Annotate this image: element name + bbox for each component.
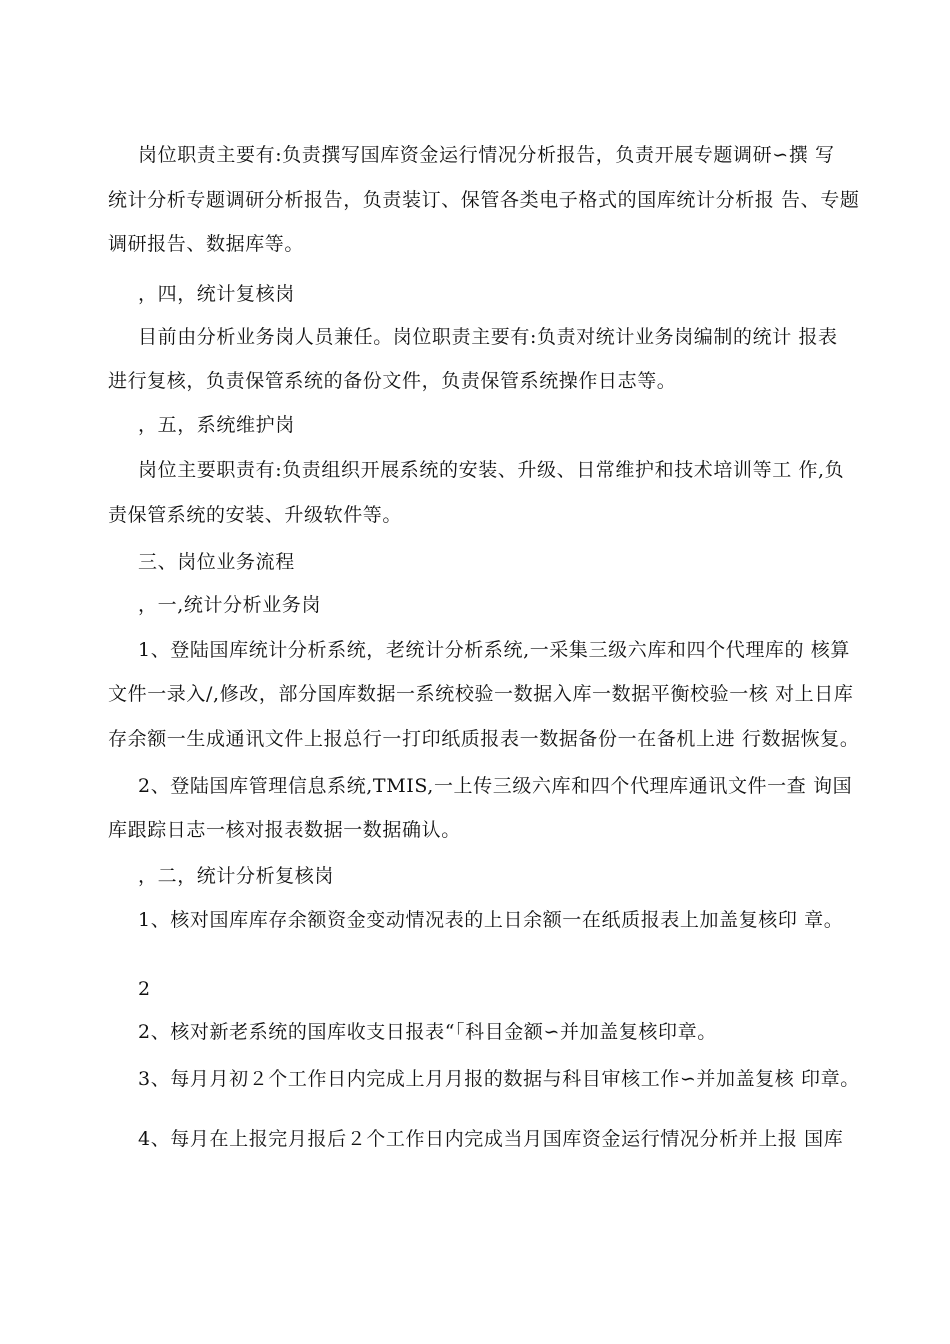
section-heading: ，一,统计分析业务岗	[138, 594, 322, 616]
paragraph-line: 文件一录入/,修改，部分国库数据一系统校验一数据入库一数据平衡校验一核 对上日库	[108, 683, 854, 705]
paragraph-line: 4、每月在上报完月报后２个工作日内完成当月国库资金运行情况分析并上报 国库	[138, 1128, 844, 1150]
paragraph-line: 进行复核，负责保管系统的备份文件，负责保管系统操作日志等。	[108, 370, 677, 392]
paragraph-line: 岗位主要职责有:负责组织开展系统的安装、升级、日常维护和技术培训等工 作,负	[138, 459, 845, 481]
section-heading: ，五，系统维护岗	[138, 414, 295, 436]
paragraph-line: 岗位职责主要有:负责撰写国库资金运行情况分析报告，负责开展专题调研∽撰 写	[138, 144, 835, 166]
paragraph-line: 责保管系统的安装、升级软件等。	[108, 504, 403, 526]
page-number: 2	[138, 978, 151, 1000]
paragraph-line: 3、每月月初２个工作日内完成上月月报的数据与科目审核工作∽并加盖复核 印章。	[138, 1068, 860, 1090]
section-heading: ，二，统计分析复核岗	[138, 865, 335, 887]
paragraph-line: 调研报告、数据库等。	[108, 233, 305, 255]
paragraph-line: 目前由分析业务岗人员兼任。岗位职责主要有:负责对统计业务岗编制的统计 报表	[138, 326, 838, 348]
paragraph-line: 2、核对新老系统的国库收支日报表“「科目金额∽并加盖复核印章。	[138, 1021, 717, 1043]
paragraph-line: 统计分析专题调研分析报告，负责装订、保管各类电子格式的国库统计分析报 告、专题	[108, 189, 860, 211]
section-heading: 三、岗位业务流程	[138, 551, 295, 573]
section-heading: ，四，统计复核岗	[138, 283, 295, 305]
paragraph-line: 1、核对国库库存余额资金变动情况表的上日余额一在纸质报表上加盖复核印 章。	[138, 909, 844, 931]
paragraph-line: 2、登陆国库管理信息系统,TMIS,一上传三级六库和四个代理库通讯文件一查 询国	[138, 775, 853, 797]
paragraph-line: 库跟踪日志一核对报表数据一数据确认。	[108, 819, 461, 841]
paragraph-line: 存余额一生成通讯文件上报总行一打印纸质报表一数据备份一在备机上进 行数据恢复。	[108, 728, 860, 750]
paragraph-line: 1、登陆国库统计分析系统，老统计分析系统,一采集三级六库和四个代理库的 核算	[138, 639, 850, 661]
